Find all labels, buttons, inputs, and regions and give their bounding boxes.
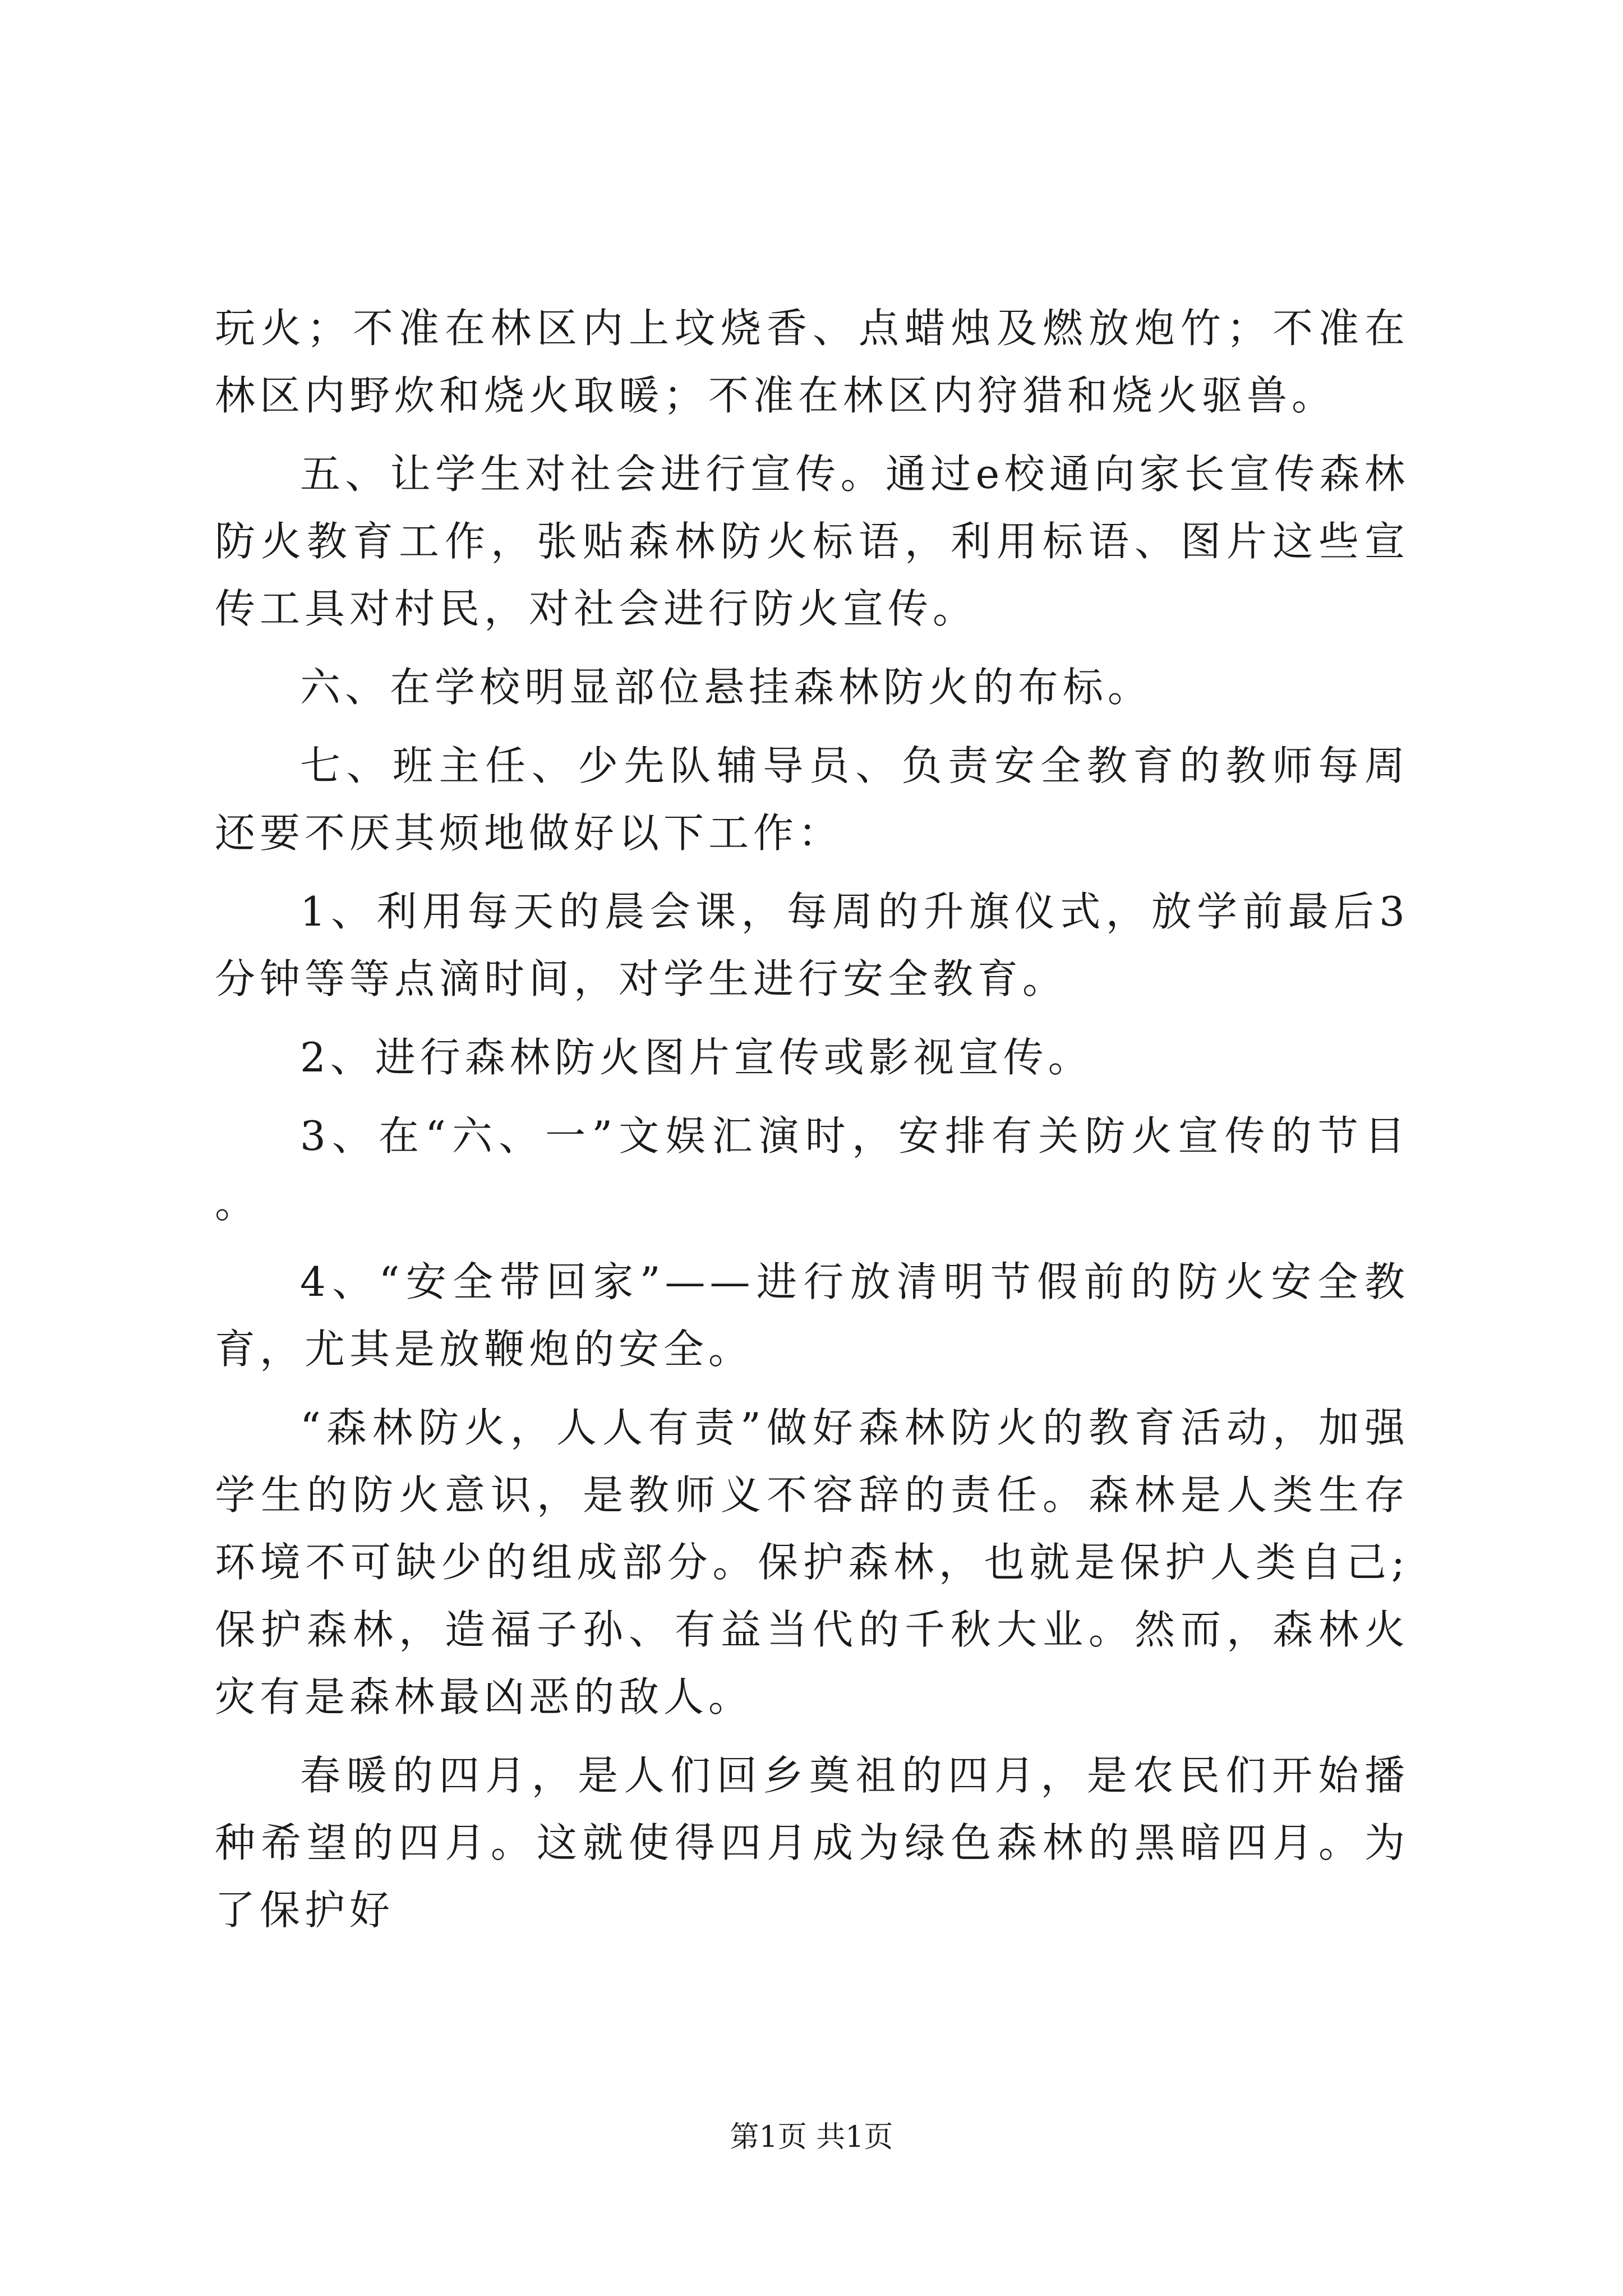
paragraph-subitem-2: 2、进行森林防火图片宣传或影视宣传。: [300, 1034, 1093, 1081]
document-body: [215, 295, 1409, 1944]
page-number-footer: 第1页 共1页: [730, 2120, 893, 2154]
paragraph-item-7: 七、班主任、少先队辅导员、负责安全教育的教师每周还要不厌其烦地做好以下工作：: [215, 742, 1409, 857]
paragraph-april: 春暖的四月，是人们回乡奠祖的四月，是农民们开始播种希望的四月。这就使得四月成为绿色森林的黑暗四月。为了保护好: [215, 1752, 1409, 1934]
paragraph-item-6: 六、在学校明显部位悬挂森林防火的布标。: [300, 664, 1153, 711]
paragraph-item-5: 五、让学生对社会进行宣传。通过e校通向家长宣传森林防火教育工作，张贴森林防火标语，利用标语、图片这些宣传工具对村民，对社会进行防火宣传。: [215, 450, 1409, 632]
paragraph-subitem-1: 1、利用每天的晨会课，每周的升旗仪式，放学前最后3分钟等等点滴时间，对学生进行安全教育。: [215, 888, 1409, 1002]
paragraph-continuation: 玩火；不准在林区内上坟烧香、点蜡烛及燃放炮竹；不准在林区内野炊和烧火取暖；不准在林区内狩猎和烧火驱兽。: [215, 305, 1409, 419]
paragraph-subitem-4: 4、“安全带回家”——进行放清明节假前的防火安全教育，尤其是放鞭炮的安全。: [215, 1258, 1409, 1373]
paragraph-forest-responsibility: “森林防火，人人有责”做好森林防火的教育活动，加强学生的防火意识，是教师义不容辞的责任。森林是人类生存环境不可缺少的组成部分。保护森林，也就是保护人类自己;保护森林，造福子孙、有益当代的千秋大业。然而，森林火灾有是森林最凶恶的敌人。: [215, 1404, 1409, 1720]
paragraph-subitem-3: 3、在“六、一”文娱汇演时，安排有关防火宣传的节目。: [215, 1112, 1409, 1227]
